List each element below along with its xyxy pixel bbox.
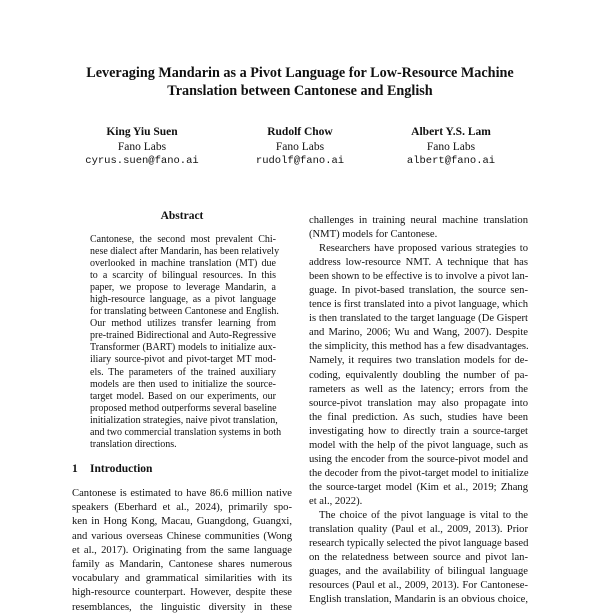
paragraph-line: coding, equivalently doubling the number of pa- — [309, 369, 528, 381]
abstract-line: Cantonese, the second most prevalent Chi- — [90, 234, 276, 245]
paragraph-line: challenges in training neural machine translation — [309, 215, 528, 226]
section-heading — [72, 463, 292, 475]
paragraph-line: guage. In pivot-based translation, the source sen- — [309, 285, 528, 297]
paragraph-line: guages, and the availability of bilingual language — [309, 566, 528, 578]
paragraph-line: been shown to be effective is to involve a pivot lan- — [309, 271, 529, 283]
abstract-line: models are then used to initialize the source- — [90, 378, 276, 390]
abstract-line: nese dialect after Mandarin, has been relatively — [90, 246, 280, 258]
paragraph-line: the source-target model (Kim et al., 2019; Zhang — [309, 481, 528, 493]
intro-line: et al., 2017). Originating from the same language — [72, 544, 292, 556]
abstract-line: and two commercial translation systems in both — [90, 426, 282, 438]
author-3 — [351, 125, 551, 169]
abstract-heading: Abstract — [160, 210, 204, 222]
abstract-line: els. The parameters of the trained auxiliary — [90, 366, 276, 378]
paper-title — [40, 64, 560, 100]
paragraph-line: address low-resource NMT. A technique that has — [309, 257, 528, 269]
intro-line: ken in Hong Kong, Macau, Guangdong, Guangxi, — [72, 516, 292, 528]
intro-line: family as Mandarin, Cantonese shares numerous — [72, 559, 292, 571]
intro-line: Cantonese is estimated to have 86.6 million native — [72, 488, 292, 499]
right-column-body — [309, 214, 528, 607]
intro-line: speakers (Eberhard et al., 2024), primarily spo- — [72, 502, 292, 514]
paragraph-line: English translation, Mandarin is an obvious choice, — [309, 594, 528, 606]
abstract-line: pre-trained Bidirectional and Auto-Regressive — [90, 330, 276, 342]
paragraph-line: the simplicity, this method has a few disadvantages. — [309, 341, 529, 353]
abstract-line: initialization strategies, naive pivot translation, — [90, 414, 278, 426]
abstract-line: iliary source-pivot and pivot-target MT mod- — [90, 354, 276, 366]
paragraph-line: using the encoder from the source-pivot model and — [309, 453, 528, 465]
intro-line: high-resource counterpart. However, despite these — [72, 587, 292, 599]
paragraph — [309, 242, 528, 509]
title-line-1: Leveraging Mandarin as a Pivot Language for Low-Resource Machine — [86, 65, 514, 81]
paragraph-line: model with the help of the pivot language, such as — [309, 439, 528, 451]
paragraph-line: (NMT) models for Cantonese. — [309, 229, 438, 241]
paragraph-line: resources (Paul et al., 2009, 2013). For Cantonese- — [309, 580, 528, 592]
paragraph-line: the final prediction. As such, studies have been — [309, 411, 528, 423]
author-name: Rudolf Chow — [267, 126, 333, 138]
abstract-line: high-resource language, as a pivot language — [90, 294, 276, 306]
abstract-line: paper, we propose to leverage Mandarin, a — [90, 282, 276, 294]
paragraph-line: research typically selected the pivot language based — [309, 538, 529, 550]
abstract-body — [90, 234, 282, 451]
paragraph-line: source-pivot translation may also propagate into — [309, 397, 528, 409]
section-number: 1 — [72, 463, 78, 475]
author-email[interactable]: cyrus.suen@fano.ai — [85, 155, 199, 167]
paragraph-line: et al., 2022). — [309, 495, 363, 507]
paragraph-line: and Marino, 2006; Wu and Wang, 2007). Despite — [309, 327, 528, 339]
author-email[interactable]: albert@fano.ai — [406, 155, 496, 167]
paragraph-line: tence is first translated into a pivot language, which — [309, 299, 528, 311]
author-block — [0, 125, 600, 175]
paragraph-line: Namely, it requires two translation models for de- — [309, 355, 528, 367]
paragraph-line: Researchers have proposed various strategies to — [319, 243, 528, 255]
section-title: Introduction — [90, 463, 153, 475]
author-email[interactable]: rudolf@fano.ai — [255, 155, 345, 167]
introduction-body — [72, 487, 292, 615]
abstract-line: for translating between Cantonese and English. — [90, 306, 279, 318]
intro-line: and various overseas Chinese communities (Wong — [72, 530, 292, 542]
paragraph-line: the decoder from the pivot-target model to initialize — [309, 467, 529, 479]
paragraph-line: on the relatedness between source and pivot lan- — [309, 552, 528, 564]
abstract-line: overlooked in machine translation (MT) due — [90, 258, 276, 270]
paragraph-line: rameters as well as the latency; errors from the — [309, 383, 528, 395]
abstract-line: Transformer (BART) models to initialize aux- — [90, 342, 276, 354]
author-name: King Yiu Suen — [106, 126, 178, 138]
intro-line: resemblances, the linguistic diversity in these — [72, 601, 292, 613]
paragraph-line: is then translated to the target language (De Gispert — [309, 313, 528, 325]
paragraph-line: The choice of the pivot language is vital to the — [319, 509, 528, 521]
abstract-line: translation directions. — [90, 438, 177, 450]
title-line-2: Translation between Cantonese and English — [167, 83, 433, 99]
paragraph — [309, 214, 528, 242]
author-name: Albert Y.S. Lam — [411, 126, 491, 138]
author-affiliation: Fano Labs — [117, 140, 167, 153]
paragraph-line: investigating how to directly train a source-target — [309, 425, 528, 437]
abstract-line: proposed method outperforms several baseline — [90, 402, 277, 414]
author-affiliation: Fano Labs — [275, 140, 325, 153]
paragraph — [309, 509, 528, 607]
author-affiliation: Fano Labs — [426, 140, 476, 153]
abstract-line: Our method utilizes transfer learning from — [90, 318, 276, 330]
abstract-line: to a scarcity of bilingual resources. In this — [90, 270, 276, 282]
abstract-line: target model. Based on our experiments, our — [90, 390, 276, 402]
intro-line: vocabulary and grammatical similarities with its — [72, 573, 292, 585]
paragraph-line: translation quality (Paul et al., 2009, 2013). Prior — [309, 524, 528, 536]
